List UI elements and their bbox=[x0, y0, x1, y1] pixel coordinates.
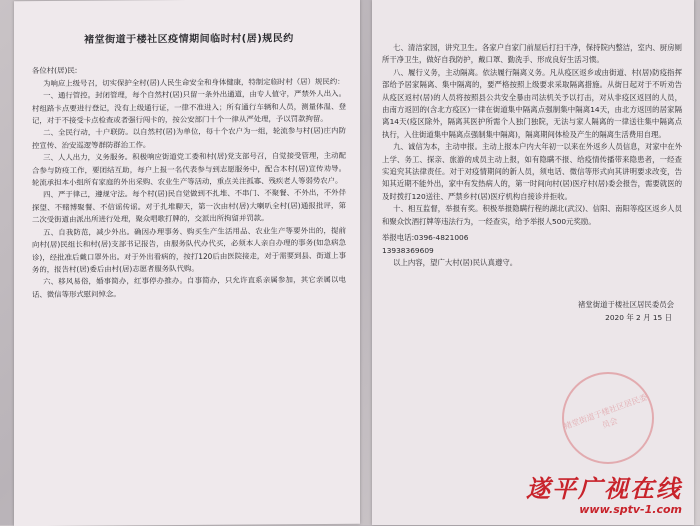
signature-date: 2020 年 2 月 15 日 bbox=[605, 312, 672, 322]
paragraph-7: 七、清洁家园，讲究卫生。各家户自家门前屋后打扫干净，保持院内整洁，室内、厨房厕所干净卫生，做好自我防护，戴口罩、勤洗手、形成良好生活习惯。 bbox=[382, 43, 682, 65]
watermark-logo bbox=[442, 475, 682, 521]
paragraph-8: 八、履行义务，主动隔离。依法履行隔离义务。凡从疫区返乡或由街道、村(居)防疫指挥部给予居家隔离、集中隔离的，要严格按照上级要求采取隔离措施。从街日起对于不听劝告从疫区返村(居)的人员将按照县公共安全暴由司法机关予以打击，对从非疫区返回的人员，由南方返回的(含北方疫区)一律在街道集中隔离点强制集中隔离14天，由北方返回的居家隔离14天(疫区除外，隔离其医护所需个人独门独院，无法与家人隔离的一律送往集中隔离点执行，入住街道集中隔离点强制集中隔离)，隔离期间体检及产生的隔离生活费用自理。 bbox=[382, 67, 682, 139]
salutation: 各位村(居)民: bbox=[32, 66, 78, 76]
mobile-number: 13938369609 bbox=[382, 245, 434, 255]
left-document-page bbox=[14, 0, 360, 526]
paragraph-10: 十、相互监督，举报有奖。积极举报隐瞒行程的湖北(武汉)、信阳、南阳等疫区返乡人员和聚众饮酒打牌等违法行为，一经查实，给予举报人500元奖励。 bbox=[382, 204, 682, 226]
paragraph-2: 二、全民行动，十户联防。以自然村(居)为单位，每十个农户为一组，轮流参与村(居)庄内防控宣传、治安巡逻等群防群治工作。 bbox=[32, 126, 346, 150]
official-seal-icon bbox=[562, 372, 654, 464]
paragraph-9: 九、诚信为本，主动申报。主动上报本户内大年初一以来在外返乡人员信息，对家中在外上学、务工、探亲、旅游的成员主动上报，如有隐瞒不报、给疫情传播带来隐患者，一经查实追究其法律责任。对于对疫情期间的新人员，须电话、微信等形式向其讲明要求改变，告知其近期不能外出，家中有发热病人的，第一时间向村(居)医疗村(居)委会报告，需要就医的及时拨打120送往、严禁乡村(居)医疗机构自接诊并拒收。 bbox=[382, 142, 682, 201]
signature: 褚堂街道于楼社区居民委员会 bbox=[577, 300, 674, 310]
hotline: 举报电话:0396-4821006 bbox=[382, 233, 469, 243]
closing-line: 以上内容，望广大村(居)民认真遵守。 bbox=[393, 257, 518, 267]
watermark-url: www.sptv-1.com bbox=[579, 503, 682, 516]
paragraph-4: 四、严于律己，遵规守法。每个村(居)民自觉做到不扎堆、不串门、不聚餐、不外出，不外伴探望、不赌博聚餐、不信谣传谣。对于扎堆聊天，第一次由村(居)大喇叭全村(居)通报批评，第二次受街道由派出所进行处理，聚众唱歌打牌的，交派出所拘留并罚款。 bbox=[32, 188, 346, 225]
paragraph-3: 三、人人出力，义务服务。积极响应街道党工委和村(居)党支部号召，自觉接受管理，主动配合参与防疫工作，要团结互助，每户上报一名代表参与到志愿服务中，配合本村(居)宣传劝导。轮流承担本小组所有家庭的外出采购、农业生产等活动，重点关注孤寡、残疾老人等弱势农户。 bbox=[32, 151, 346, 188]
seal-text: 褚堂街道于楼社区居民委员会 bbox=[562, 392, 649, 431]
paragraph-1: 一、通行管控。封闭管理，每个自然村(居)只留一条外出通道，由专人值守，严禁外人出入。村组路卡点要进行登记，没有上级通行证，一律不准进入；所有通行车辆和人员，测量体温、登记，对于不接受卡点检查或者强行闯卡的，按公安部门十个一律从严处理，予以罚款拘留。 bbox=[32, 89, 346, 126]
watermark-name: 遂平广视在线 bbox=[526, 474, 682, 503]
paragraph-6: 六、移风易俗，婚事简办，红事停办推办。自事简办，只允许直系亲属参加，其它亲属以电话、微信等形式慰问悼念。 bbox=[32, 275, 346, 299]
paragraph-5: 五、自我防范，减少外出。确因办理事务、购买生产生活用品、农业生产等要外出的，提前向村(居)民组长和村(居)支部书记报告，由服务队代办代买，必须本人亲自办理的事务(如急病急诊)，经批准后戴口罩外出。对于外出看病的，按打120后由医院接走，对于需要到县、街道上事务的，报告村(居)委后由村(居)志愿者服务队代购。 bbox=[32, 225, 346, 274]
paragraph-intro: 为响应上级号召，切实保护全村(居)人民生命安全和身体健康，特制定临时村（居）规民约： bbox=[43, 76, 345, 88]
right-document-page bbox=[372, 0, 694, 525]
document-title: 褚堂街道于楼社区疫情期间临时村(居)规民约 bbox=[84, 33, 294, 46]
